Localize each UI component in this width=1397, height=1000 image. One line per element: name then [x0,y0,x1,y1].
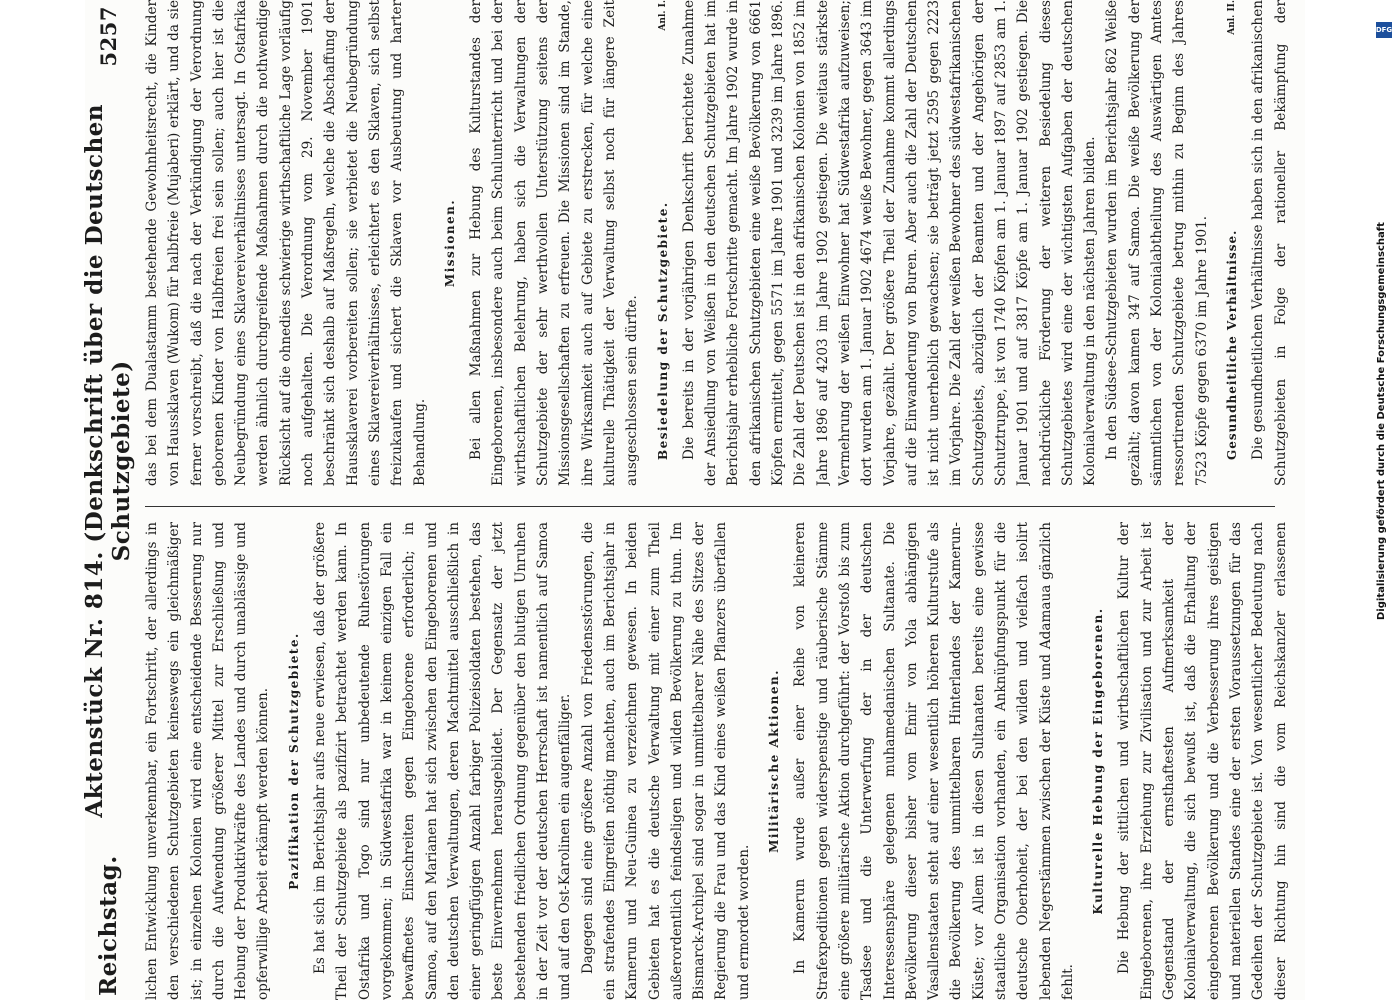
text-column-right [141,0,1291,486]
page-header [81,0,135,1000]
section-heading-text: Kulturelle Hebung der Eingeborenen. [1091,607,1106,915]
paragraph: In den Südsee-Schutzgebieten wurden im Berichtsjahr 862 Weiße gezählt; davon kamen 347 auf Samoa. Die weiße Bevölkerung der sämmtlichen von der Kolonialabtheilung des Auswärtigen Amtes ressortirenden Schutzgebiete betrug mithin zu Beginn des Jahres 7523 Köpfe gegen 6370 im Jahre 1901. [1104,0,1210,486]
paragraph: das bei dem Dualastamm bestehende Gewohnheitsrecht, die Kinder von Haussklaven (Wukom) für halbfreie (Mujaberi) erklärt, und da sie ferner vorschreibt, daß die nach der Verkündigung der Verordnung geborenen Kinder von Halbfreien frei sein sollen; auch hier ist die Neubegründung eines Sklavereiverhältnisses untersagt. In Ostafrika werden ähnlich durchgreifende Maßnahmen durch die nothwendige Rücksicht auf die ohnedies schwierige wirthschaftliche Lage vorläufig noch aufgehalten. Die Verordnung vom 29. November 1901 beschränkt sich deshalb auf Maßregeln, welche die Abschaffung der Haussklaverei vorbereiten sollen; sie verbietet die Neubegründung eines Sklavereiverhältnisses, erleichtert es den Sklaven, sich selbst freizukaufen und sichert die Sklaven vor Ausbeutung und harter Behandlung. [144,0,428,486]
section-heading [763,522,785,1000]
paragraph: Die bereits in der vorjährigen Denkschrift berichtete Zunahme der Ansiedlung von Weißen in den deutschen Schutzgebieten hat im Berichtsjahr erhebliche Fortschritte gemacht. Im Jahre 1902 wurde in den afrikanischen Schutzgebieten eine weiße Bevölkerung von 6661 Köpfen ermittelt, gegen 5571 im Jahre 1901 und 3239 im Jahre 1896. Die Zahl der Deutschen ist in den afrikanischen Kolonien von 1852 im Jahre 1896 auf 4203 im Jahre 1902 gestiegen. Die weitaus stärkste Vermehrung der weißen Einwohner hat Südwestafrika aufzuweisen; dort wurden am 1. Januar 1902 4674 weiße Bewohner, gegen 3643 im Vorjahre, gezählt. Der größere Theil der Zunahme kommt allerdings auf die Einwanderung von Buren. Aber auch die Zahl der Deutschen ist nicht unerheblich gewachsen; sie beträgt jetzt 2595 gegen 2223 im Vorjahre. Die Zahl der weißen Bewohner des südwestafrikanischen Schutzgebiets, abzüglich der Beamten und der Angehörigen der Schutztruppe, ist von 1740 Köpfen am 1. Januar 1897 auf 2853 am 1. Januar 1901 und auf 3817 Köpfe am 1. Januar 1902 gestiegen. Die nachdrückliche Förderung der weiteren Besiedelung dieses Schutzgebietes wird eine der wichtigsten Aufgaben der deutschen Kolonialverwaltung in den nächsten Jahren bilden. [680,0,1099,486]
paragraph: Es hat sich im Berichtsjahr aufs neue erwiesen, daß der größere Theil der Schutzgebiete als pazifizirt betrachtet werden kann. In Ostafrika und Togo sind nur unbedeutende Ruhestörungen vorgekommen; in Südwestafrika war in keinem einzigen Fall ein bewaffnetes Einschreiten gegen Eingeborene erforderlich; in Samoa, auf den Marianen hat sich zwischen den Eingeborenen und den deutschen Verwaltungen, deren Machtmittel ausschließlich in einer geringfügigen Anzahl farbiger Polizeisoldaten bestehen, das beste Einvernehmen herausgebildet. Der Gegensatz der jetzt bestehenden friedlichen Ordnung gegenüber den blutigen Unruhen in der Zeit vor der deutschen Herrschaft ist namentlich auf Samoa und auf den Ost-Karolinen ein augenfälliger. [312,522,574,1000]
header-left: Reichstag. [94,855,122,996]
section-heading [1087,522,1109,1000]
text-column-left [141,522,1291,1000]
section-heading-text: Besiedelung der Schutzgebiete. [655,201,670,460]
section-heading [1221,0,1243,486]
paragraph: Die Hebung der sittlichen und wirthschaftlichen Kultur der Eingeborenen, ihre Erziehung zur Zivilisation und zur Arbeit ist Gegenstand der ernsthaftesten Aufmerksamkeit der Kolonialverwaltung, die sich bewußt ist, daß die Erhaltung der eingeborenen Bevölkerung und die Verbesserung ihres geistigen und materiellen Standes eine der ersten Voraussetzungen für das Gedeihen der Schutzgebiete ist. Von wesentlicher Bedeutung nach dieser Richtung hin sind die vom Reichskanzler erlassenen [1116,522,1289,1000]
section-heading-text: Gesundheitliche Verhältnisse. [1224,229,1239,460]
paragraph: Bei allen Maßnahmen zur Hebung des Kulturstandes der Eingeborenen, insbesondere auch beim Schulunterricht und bei der wirthschaftlichen Belehrung, haben sich die Verwaltungen der Schutzgebiete der sehr werthvollen Unterstützung seitens der Missionsgesellschaften zu erfreuen. Die Missionen sind im Stande, ihre Wirksamkeit auch auf Gebiete zu erstrecken, für welche eine kulturelle Thätigkeit der Verwaltung selbst noch für längere Zeit ausgeschlossen sein dürfte. [468,0,641,486]
document-page [81,0,1305,1000]
section-heading-text: Pazifikation der Schutzgebiete. [286,632,301,890]
margin-annotation: Anl. II. [1226,0,1237,35]
section-heading-text: Missionen. [442,198,457,288]
section-heading-text: Militärische Aktionen. [767,669,782,853]
digitization-credit: Digitalisierung gefördert durch die Deutsche Forschungsgemeinschaft [1376,222,1387,620]
section-heading [283,522,305,1000]
paragraph: Dagegen sind eine größere Anzahl von Friedensstörungen, die ein strafendes Eingreifen nöthig machten, auch im Berichtsjahr in Kamerun und Neu-Guinea zu verzeichnen gewesen. In beiden Gebieten hat es die deutsche Verwaltung mit einer zum Theil außerordentlich feindseligen und wilden Bevölkerung zu thun. Im Bismarck-Archipel sind sogar in unmittelbarer Nähe des Sitzes der Regierung die Frau und das Kind eines weißen Pflanzers überfallen und ermordet worden. [579,522,752,1000]
header-title: Aktenstück Nr. 814. (Denkschrift über die Deutschen Schutzgebiete) [81,103,135,818]
page-number: 5257 [95,6,121,67]
paragraph: Die gesundheitlichen Verhältnisse haben sich in den afrikanischen Schutzgebieten in Folge der rationeller Bekämpfung der [1250,0,1289,486]
margin-annotation: Anl. I. [657,0,668,31]
section-heading [439,0,461,486]
paragraph: lichen Entwicklung unverkennbar, ein Fortschritt, der allerdings in den verschiedenen Schutzgebieten keineswegs ein gleichmäßiger ist; in einzelnen Kolonien wird eine entscheidende Besserung nur durch die Aufwendung größerer Mittel zur Erschließung und Hebung der Produktivkräfte des Landes und durch unablässige und opferwillige Arbeit erkämpft werden können. [144,522,272,1000]
section-heading [652,0,674,486]
column-divider [145,506,1275,507]
paragraph: In Kamerun wurde außer einer Reihe von kleineren Strafexpeditionen gegen widerspenstige und räuberische Stämme eine größere militärische Aktion durchgeführt: der Vorstoß bis zum Tsadsee und die Unterwerfung der in der deutschen Interessensphäre gelegenen muhamedanischen Sultanate. Die Bevölkerung dieser bisher vom Emir von Yola abhängigen Vasallenstaaten steht auf einer wesentlich höheren Kulturstufe als die Bevölkerung des unmittelbaren Hinterlandes der Kamerun-Küste; vor Allem ist in diesen Sultanaten bereits eine gewisse staatliche Organisation vorhanden, ein Anknüpfungspunkt für die deutsche Oberhoheit, der bei den wilden und vielfach isolirt lebenden Negerstämmen zwischen der Küste und Adamaua gänzlich fehlt. [792,522,1076,1000]
dfg-logo: DFG [1376,22,1392,38]
